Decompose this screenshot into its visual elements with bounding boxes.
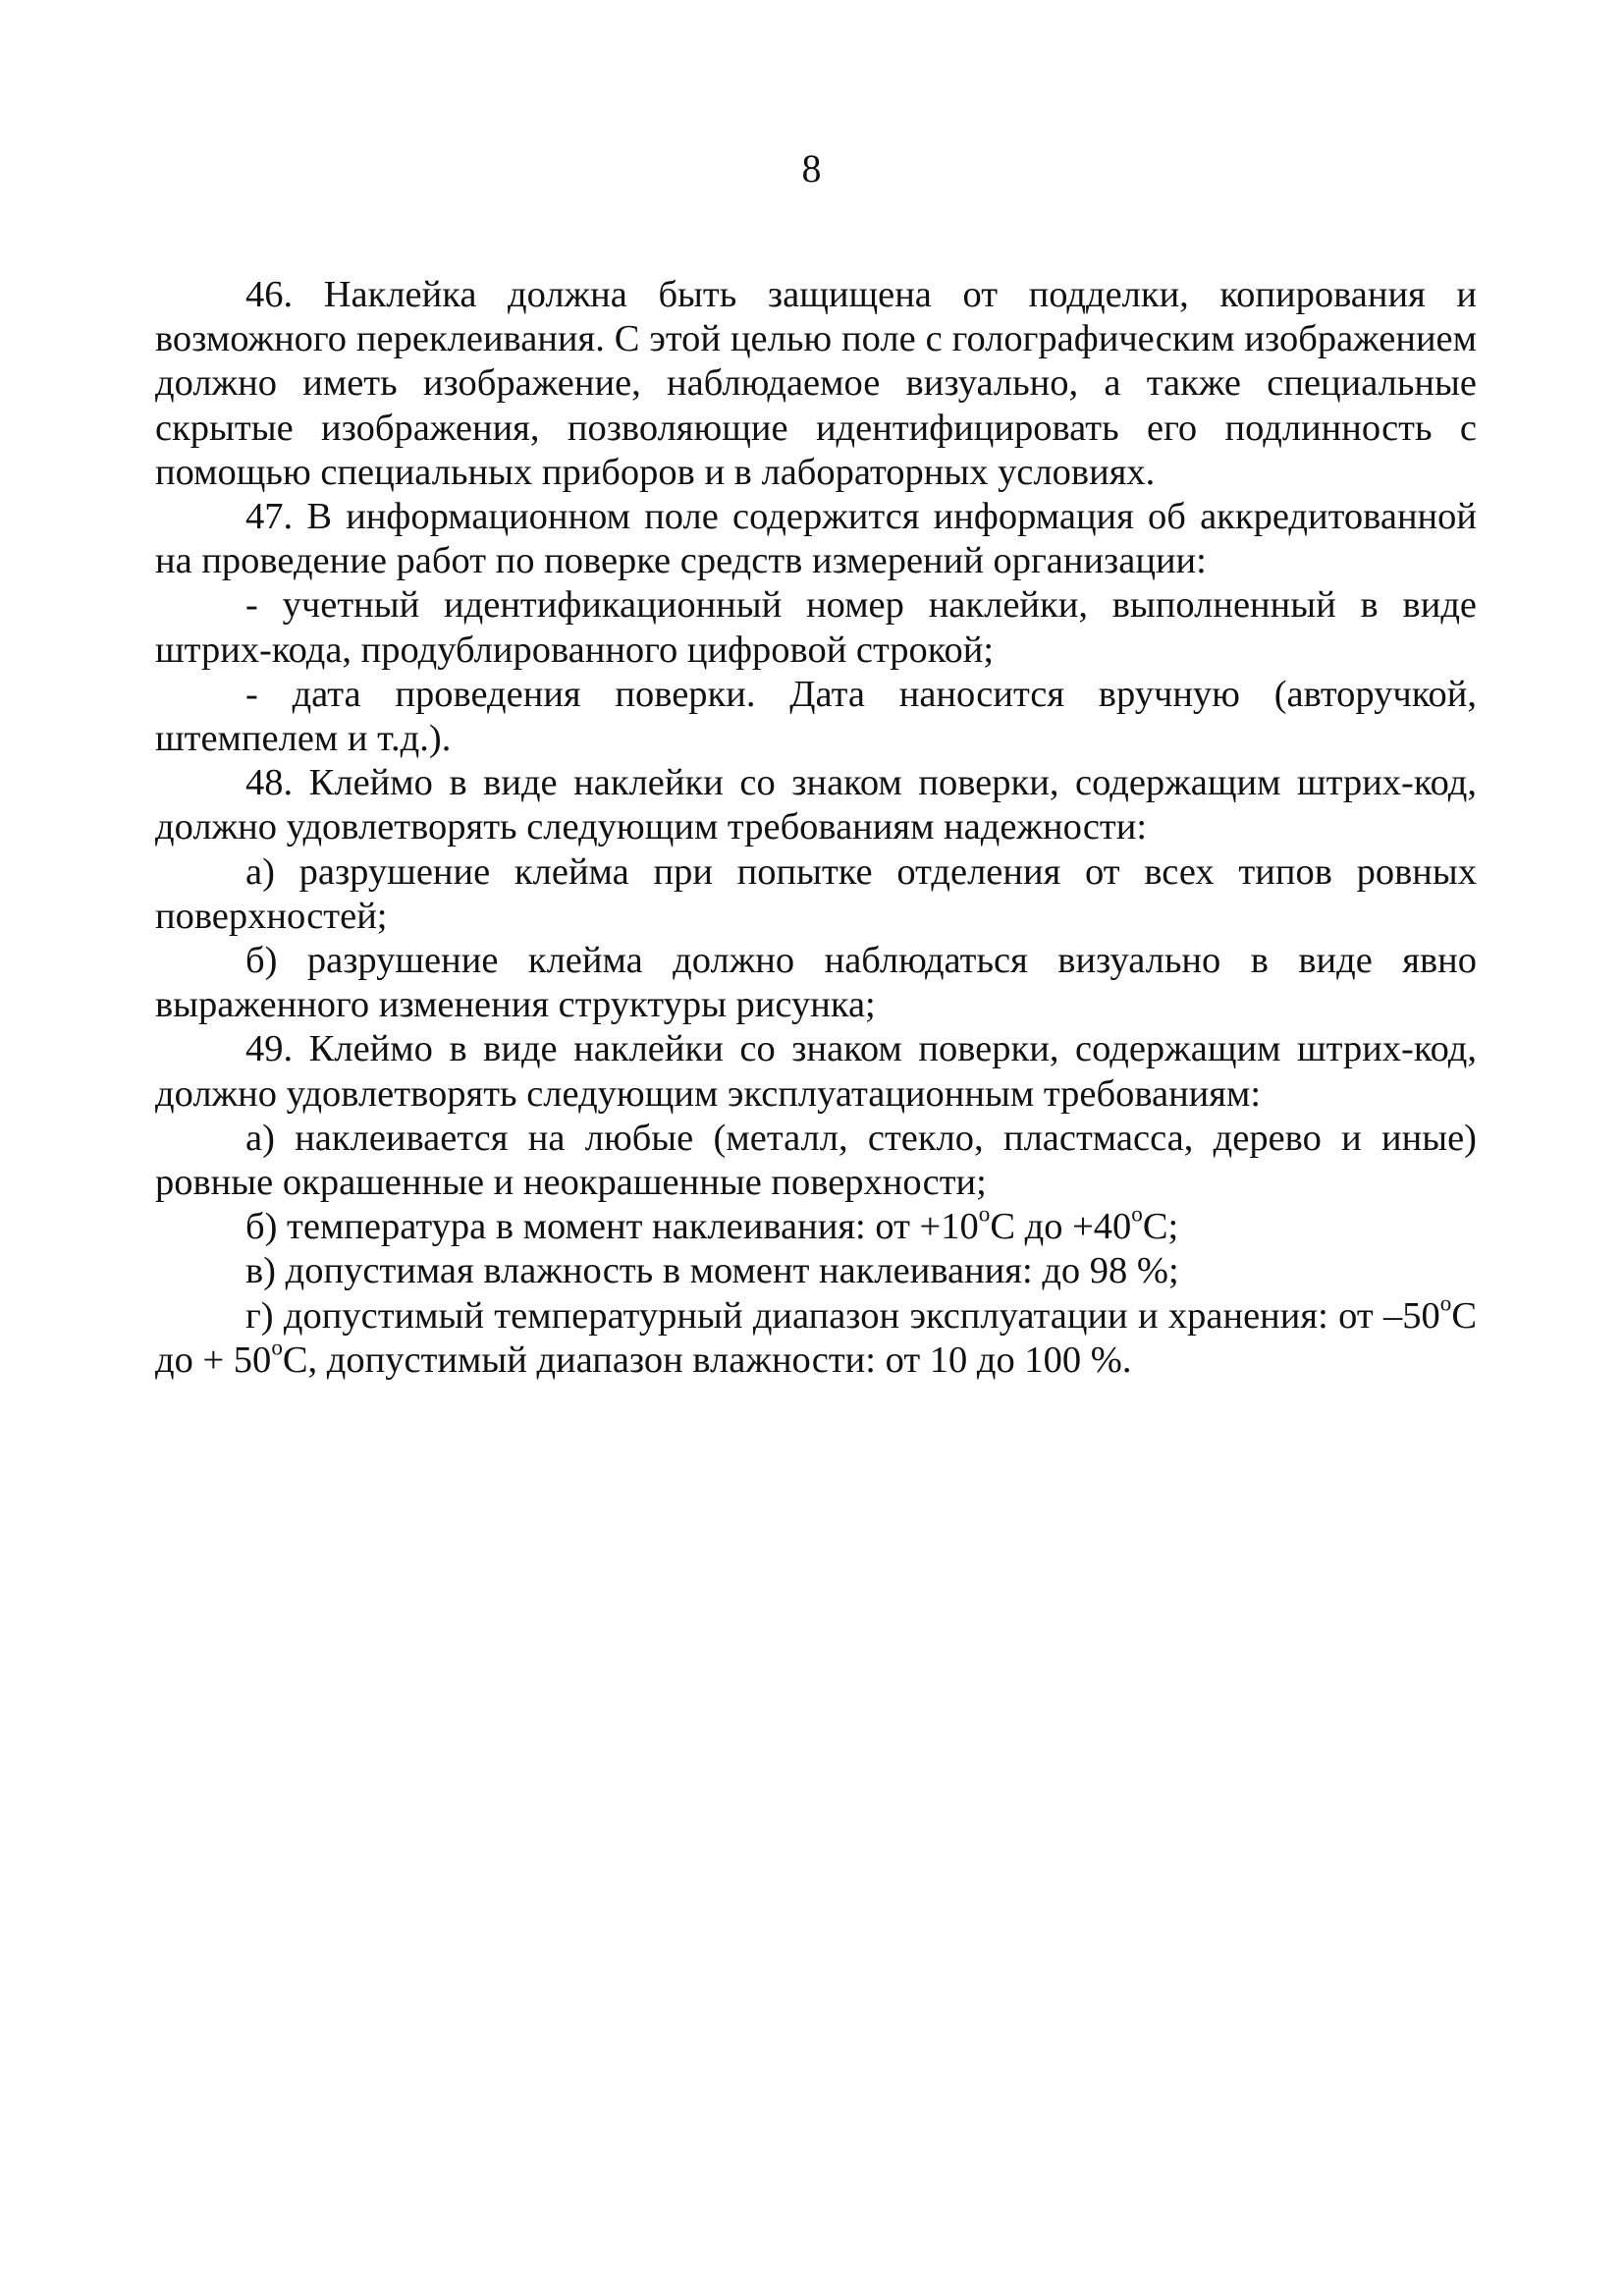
degree-sign: о (1439, 1289, 1452, 1316)
temperature-text-start: б) температура в момент наклеивания: от +10 (245, 1206, 979, 1248)
range-text-end: С, допустимый диапазон влажности: от 10 до 100 %. (282, 1339, 1132, 1381)
degree-sign: о (1131, 1200, 1143, 1227)
paragraph-47: 47. В информационном поле содержится информация об аккредитованной на проведение работ по поверке средств измерений организации: (155, 496, 1477, 582)
page-number: 8 (801, 146, 822, 191)
paragraph-47-item-date: - дата проведения поверки. Дата наносится вручную (авторучкой, штемпелем и т.д.). (155, 673, 1477, 760)
paragraph-49: 49. Клеймо в виде наклейки со знаком поверки, содержащим штрих-код, должно удовлетворять следующим эксплуатационным требованиям: (155, 1028, 1477, 1115)
paragraph-48: 48. Клеймо в виде наклейки со знаком поверки, содержащим штрих-код, должно удовлетворять следующим требованиям надежности: (155, 762, 1477, 848)
temperature-text-mid: С до +40 (990, 1206, 1132, 1248)
temperature-text-end: С; (1142, 1206, 1179, 1248)
paragraph-47-item-barcode: - учетный идентификационный номер наклейки, выполненный в виде штрих-кода, продублированного цифровой строкой; (155, 584, 1477, 671)
degree-sign: о (271, 1334, 283, 1360)
paragraph-49-item-c: в) допустимая влажность в момент наклеивания: до 98 %; (245, 1250, 1179, 1292)
paragraph-46: 46. Наклейка должна быть защищена от подделки, копирования и возможного переклеивания. С этой целью поле с голографическим изображением должно иметь изображение, наблюдаемое визуально, а также специальные скрытые изображения, позволяющие идентифицировать его подлинность с помощью специальных приборов и в лабораторных условиях. (155, 274, 1477, 493)
document-body (155, 273, 1477, 1383)
range-text-start: г) допустимый температурный диапазон эксплуатации и хранения: от –50 (245, 1294, 1440, 1337)
paragraph-49-item-d (155, 1289, 1477, 1383)
degree-sign: о (978, 1200, 991, 1227)
paragraph-49-item-a: а) наклеивается на любые (металл, стекло, пластмасса, дерево и иные) ровные окрашенные и неокрашенные поверхности; (155, 1117, 1477, 1204)
paragraph-49-item-b (155, 1200, 1477, 1249)
paragraph-48-item-a: а) разрушение клейма при попытке отделения от всех типов ровных поверхностей; (155, 850, 1477, 937)
paragraph-48-item-b: б) разрушение клейма должно наблюдаться визуально в виде явно выраженного изменения структуры рисунка; (155, 940, 1477, 1026)
range-text-mid: С до + 50 (155, 1294, 1477, 1381)
